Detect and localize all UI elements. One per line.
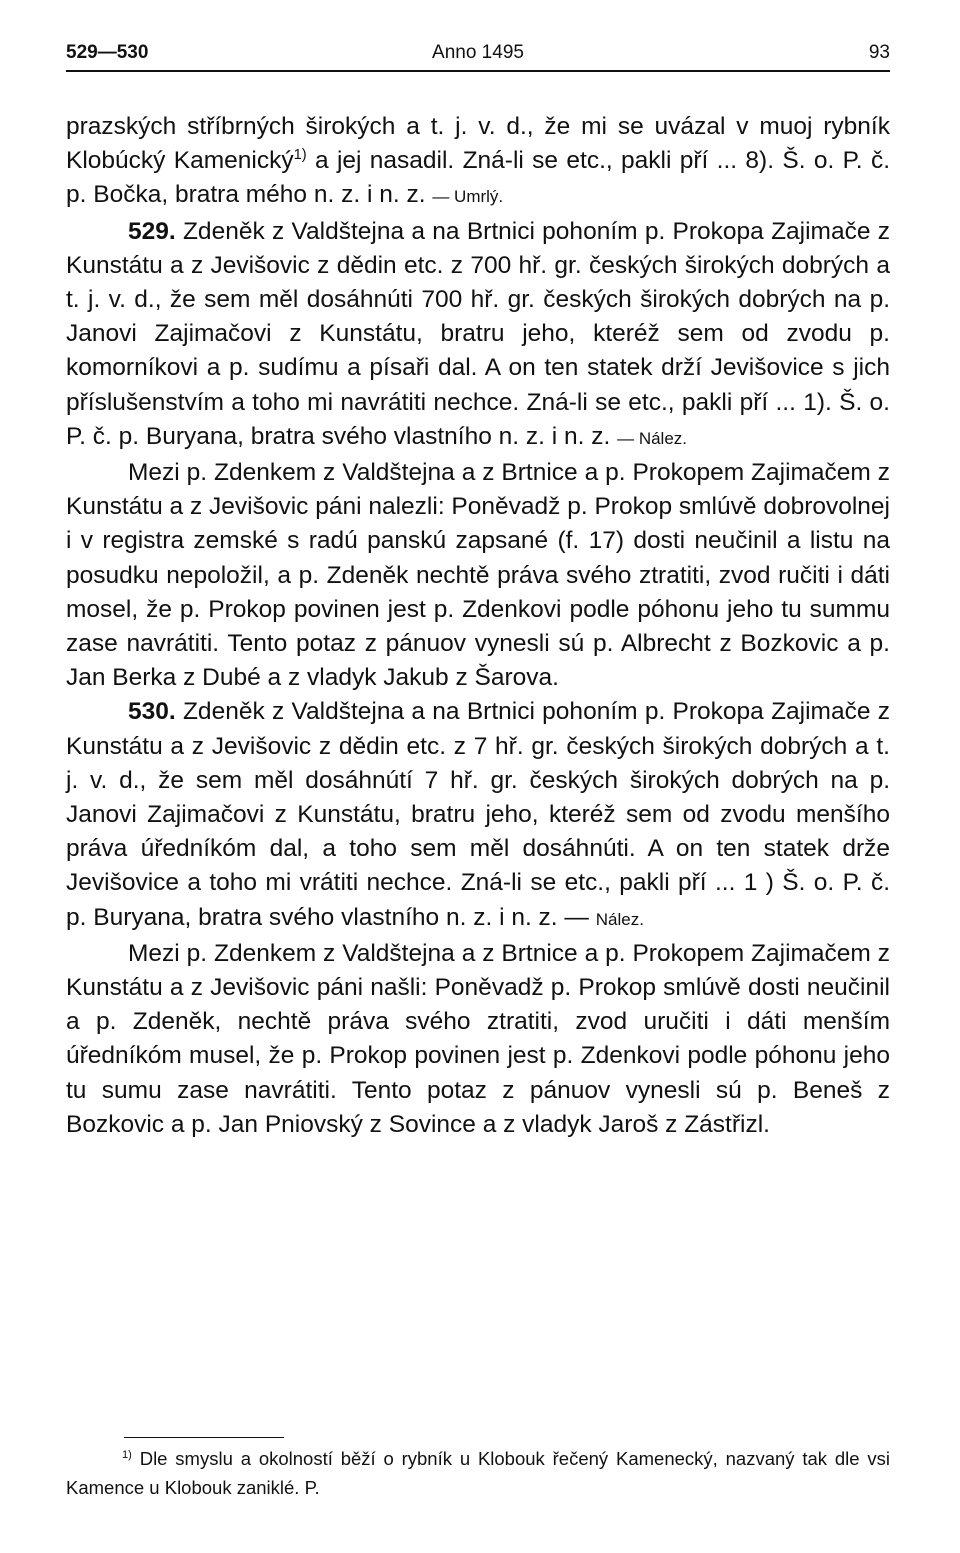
entry-530 (66, 695, 890, 936)
entry-text: Zdeněk z Valdštejna a na Brtnici pohoním p. Prokopa Zajimače z Kunstátu a z Jevišovic z dědin etc. z 7 hř. gr. českých širokých dobrých a t. j. v. d., že sem měl dosáhnútí 7 hř. gr. českých širokých dobrých na p. Janovi Zajimačovi z Kunstátu, bratru jeho, kteréž sem od zvodu menšího práva úředníkóm dal, a toho sem měl dosáhnúti. A on ten statek drže Jevišovice a toho mi vrátiti nechce. Zná-li se etc., pakli pří ... 1 ) Š. o. P. č. p. Buryana, bratra svého vlastního n. z. i n. z. — (66, 698, 890, 931)
footnote-marker: 1) (122, 1448, 132, 1461)
entry-text: Zdeněk z Valdštejna a na Brtnici pohoním p. Prokopa Zajimače z Kunstátu a z Jevišovic z dědin etc. z 700 hř. gr. českých širokých dobrých a t. j. v. d., že sem měl dosáhnúti 700 hř. gr. českých širokých dobrých na p. Janovi Zajimačovi z Kunstátu, bratru jeho, kteréž sem od zvodu p. komorníkovi a p. sudímu a písaři dal. A on ten statek drží Jevišovice s jich příslušenstvím a toho mi navrátiti nechce. Zná-li se etc., pakli pří ... 1). Š. o. P. č. p. Buryana, bratra svého vlastního n. z. i n. z. (66, 217, 890, 450)
footnote-1 (66, 1444, 890, 1502)
footnote-rule (124, 1437, 284, 1438)
entry-tail: — Umrlý. (432, 187, 504, 207)
page-number: 93 (868, 42, 890, 63)
entry-tail: — Nález. (617, 428, 688, 448)
entry-tail: Nález. (595, 909, 644, 929)
main-text (66, 110, 890, 1142)
entry-continuation (66, 110, 890, 215)
footnote-ref: 1) (293, 147, 307, 164)
verdict-529 (66, 456, 890, 695)
footnote-text: Dle smyslu a okolností běží o rybník u Klobouk řečený Kamenecký, nazvaný tak dle vsi Kamence u Klobouk zaniklé. P. (66, 1448, 890, 1498)
entry-text: Mezi p. Zdenkem z Valdštejna a z Brtnice a p. Prokopem Zajimačem z Kunstátu a z Jevišovic páni našli: Poněvadž p. Prokop smlúvě dosti neučinil a p. Zdeněk, nechtě práva svého ztratiti, zvod uručiti i dáti menším úředníkóm musel, že p. Prokop povinen jest p. Zdenkovi podle póhonu jeho tu sumu zase navrátiti. Tento potaz z pánuov vynesli sú p. Beneš z Bozkovic a p. Jan Pniovský z Sovince a z vladyk Jaroš z Zástřizl. (66, 939, 890, 1138)
entry-text: prazských stříbrných širokých a t. j. v. d., že mi se uvázal v muoj rybník Klobúcký Kamenický (66, 113, 890, 175)
entry-text: Mezi p. Zdenkem z Valdštejna a z Brtnice a p. Prokopem Zajimačem z Kunstátu a z Jevišovic páni nalezli: Poněvadž p. Prokop smlúvě dobrovolnej i v registra zemské s radú panskú zapsané (f. 17) dosti neučinil a listu na posudku nepoložil, a p. Zdeněk nechtě práva svého ztratiti, zvod ručiti i dáti mosel, že p. Prokop povinen jest p. Zdenkovi podle póhonu jeho tu summu zase navrátiti. Tento potaz z pánuov vynesli sú p. Albrecht z Bozkovic a p. Jan Berka z Dubé a z vladyk Jakub z Šarova. (66, 459, 890, 692)
entry-text-after: a jej nasadil. Zná-li se etc., pakli pří ... 8). Š. o. P. č. p. Bočka, bratra mého n. z. i n. z. (66, 147, 890, 209)
entry-number: 530. (128, 698, 176, 726)
header-rule (66, 70, 890, 72)
section-range: 529—530 (66, 42, 149, 63)
footnotes (66, 1444, 890, 1502)
entry-529 (66, 215, 890, 456)
entry-number: 529. (128, 217, 176, 245)
verdict-530 (66, 937, 890, 1142)
running-title: Anno 1495 (432, 42, 524, 63)
running-header (66, 38, 890, 68)
